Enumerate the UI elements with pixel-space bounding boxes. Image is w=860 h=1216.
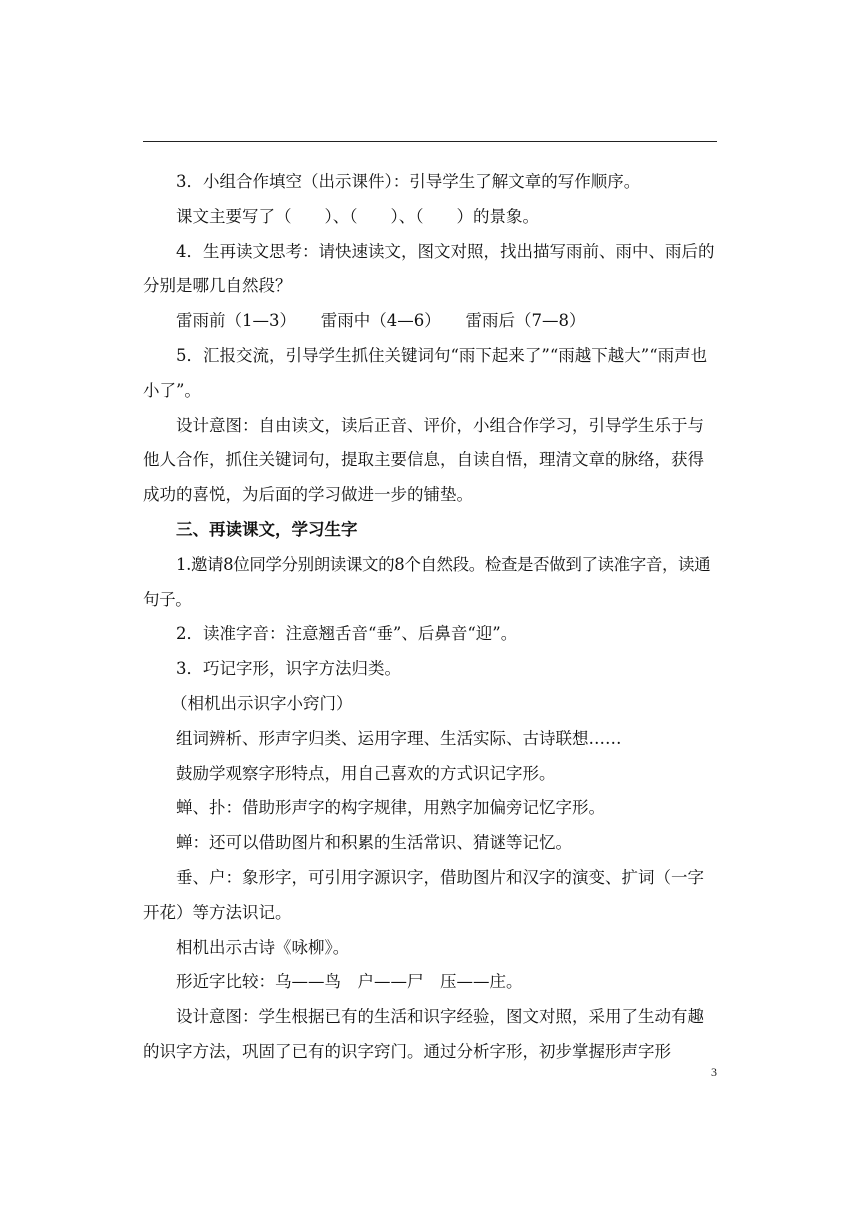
step-3-character-shapes: 3．巧记字形，识字方法归类。: [176, 659, 401, 679]
header-rule: [143, 141, 717, 142]
step-4-reread: 4．生再读文思考：请快速读文，图文对照，找出描写雨前、雨中、雨后的分别是哪几自然段？: [143, 241, 715, 296]
document-body: [143, 165, 717, 1070]
step-5-report: 5．汇报交流，引导学生抓住关键词句“雨下起来了”“雨越下越大”“雨声也小了”。: [143, 345, 708, 400]
encourage-observe: 鼓励学观察字形特点，用自己喜欢的方式识记字形。: [176, 763, 556, 783]
tips-note: （相机出示识字小窍门）: [171, 693, 353, 713]
design-intent-1: 设计意图：自由读文，读后正音、评价，小组合作学习，引导学生乐于与他人合作，抓住关键词句，提取主要信息，自读自悟，理清文章的脉络，获得成功的喜悦，为后面的学习做进一步的铺垫。: [143, 415, 704, 505]
similar-characters: 形近字比较：乌——鸟 户——尸 压——庄。: [176, 972, 523, 992]
methods-list: 组词辨析、形声字归类、运用字理、生活实际、古诗联想……: [176, 728, 622, 748]
step-1-invite-reading: 1.邀请8位同学分别朗读课文的8个自然段。检查是否做到了读准字音，读通句子。: [143, 554, 711, 609]
step-2-pronunciation: 2．读准字音：注意翘舌音“垂”、后鼻音“迎”。: [176, 624, 518, 644]
section-heading-3: 三、再读课文，学习生字: [176, 519, 358, 539]
page-number: 3: [711, 1065, 717, 1079]
step-3-group-fill: 3．小组合作填空（出示课件）：引导学生了解文章的写作顺序。: [176, 172, 641, 191]
storm-stages-line: 雷雨前（1—3） 雷雨中（4—6） 雷雨后（7—8）: [176, 311, 586, 331]
chan-pu-note: 蝉、扑：借助形声字的构字规律，用熟字加偏旁记忆字形。: [176, 798, 605, 818]
fill-in-blank-line: 课文主要写了（ ）、（ ）、（ ）的景象。: [176, 206, 539, 226]
design-intent-2: 设计意图：学生根据已有的生活和识字经验，图文对照，采用了生动有趣的识字方法，巩固了已有的识字窍门。通过分析字形，初步掌握形声字形: [143, 1007, 704, 1061]
chan-note: 蝉：还可以借助图片和积累的生活常识、猜谜等记忆。: [176, 833, 572, 853]
poem-note: 相机出示古诗《咏柳》。: [176, 937, 350, 957]
chui-hu-note: 垂、户：象形字，可引用字源识字，借助图片和汉字的演变、扩词（一字开花）等方法识记。: [143, 867, 704, 922]
